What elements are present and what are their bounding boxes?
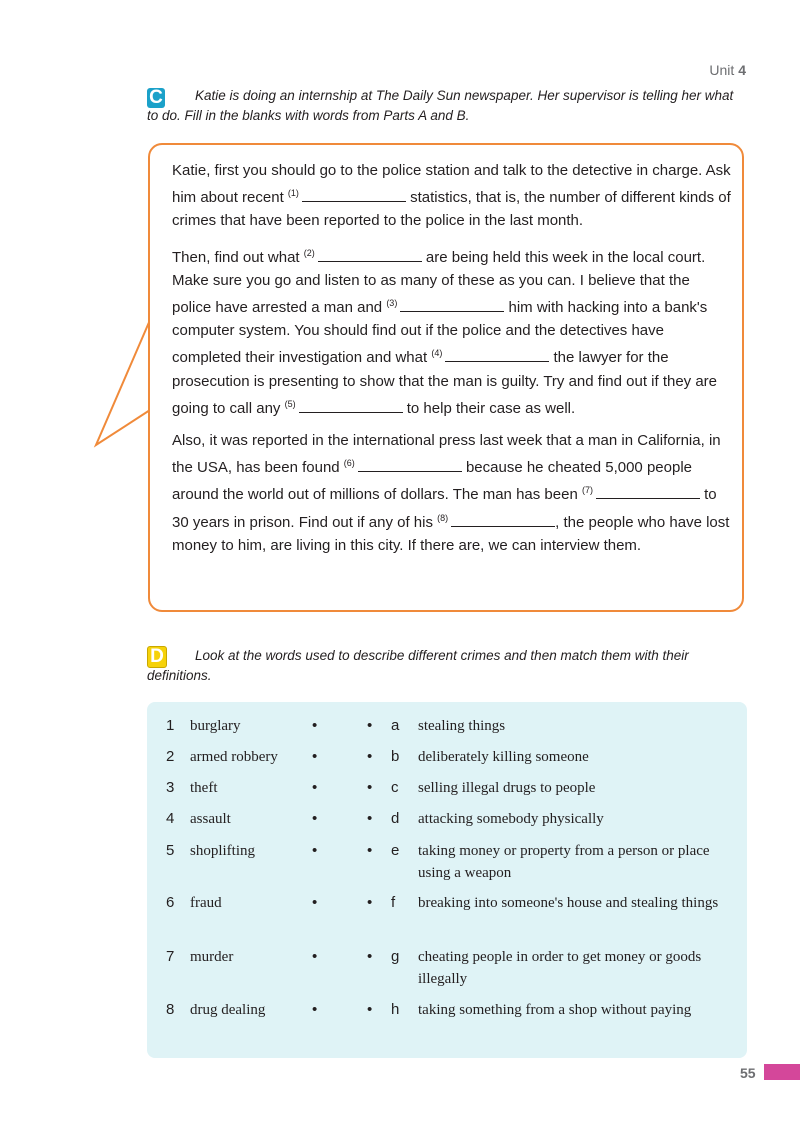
crime-definition: taking something from a shop without paying	[418, 1002, 692, 1018]
crime-definition: breaking into someone's house and stealing things	[418, 895, 719, 911]
crime-definition: stealing things	[418, 718, 506, 734]
paragraph-1: Katie, first you should go to the police station and talk to the detective in charge. Ask him about recent $^{(1)}$ statistics, that is, the number of different kinds of crimes that have been reported to the police in the last month.	[172, 162, 731, 230]
crime-word: assault	[190, 811, 231, 827]
blank-7[interactable]	[596, 484, 700, 499]
crime-definition: attacking somebody physically	[418, 811, 604, 827]
paragraph-2: Then, find out what $^{(2)}$ are being held this week in the local court. Make sure you go and listen to as many of these as you can. I believe that the police have arrested a man and $^{(3)}$ him with hacking into a bank's computer system. You should find out if the police and the detectives have completed their investigation and what $^{(4)}$ the lawyer for the prosecution is presenting to show that the man is guilty. Try and find out if they are going to call any $^{(5)}$ to help their case as well.	[172, 247, 718, 417]
crime-word: drug dealing	[190, 1002, 266, 1018]
match-dot-right[interactable]: •	[367, 748, 373, 765]
crime-definition: taking money or property from a person or place using a weapon	[418, 843, 710, 881]
match-dot-right[interactable]: •	[367, 717, 373, 734]
match-dot-right[interactable]: •	[367, 779, 373, 796]
unit-number: 4	[738, 62, 746, 78]
blank-6[interactable]	[358, 457, 462, 472]
match-dot-right[interactable]: •	[367, 1001, 373, 1018]
crime-definition: deliberately killing someone	[418, 749, 589, 765]
blank-3[interactable]	[400, 297, 504, 312]
section-c-badge: C	[147, 88, 165, 108]
match-dot-right[interactable]: •	[367, 810, 373, 827]
speech-bubble	[148, 143, 744, 612]
unit-label: Unit 4	[709, 62, 746, 78]
crime-word: fraud	[190, 895, 222, 911]
section-d-badge: D	[147, 646, 167, 668]
blank-8[interactable]	[451, 512, 555, 527]
match-dot-left[interactable]: •	[312, 894, 318, 911]
speech-bubble-tail	[90, 300, 152, 450]
match-dot-left[interactable]: •	[312, 779, 318, 796]
match-dot-left[interactable]: •	[312, 1001, 318, 1018]
match-dot-right[interactable]: •	[367, 894, 373, 911]
blank-2[interactable]	[318, 247, 422, 262]
match-dot-right[interactable]: •	[367, 948, 373, 965]
blank-1[interactable]	[302, 187, 406, 202]
crime-word: burglary	[190, 718, 241, 734]
paragraph-3: Also, it was reported in the international press last week that a man in California, in the USA, has been found $^{(6)}$ because he cheated 5,000 people around the world out of millions of dollars. The man has been $^{(7)}$ to 30 years in prison. Find out if any of his $^{(8)}$ , the people who have lost money to him, are living in this city. If there are, we can interview them.	[172, 432, 730, 554]
match-dot-left[interactable]: •	[312, 748, 318, 765]
crime-word: theft	[190, 780, 218, 796]
page-number-bar	[764, 1064, 800, 1080]
match-dot-left[interactable]: •	[312, 842, 318, 859]
match-dot-left[interactable]: •	[312, 810, 318, 827]
match-dot-right[interactable]: •	[367, 842, 373, 859]
speech-text	[172, 159, 732, 566]
crime-word: armed robbery	[190, 749, 278, 765]
crime-word: shoplifting	[190, 843, 256, 859]
crime-definition: cheating people in order to get money or goods illegally	[418, 949, 702, 987]
match-dot-left[interactable]: •	[312, 717, 318, 734]
matching-exercise: 1 burglary • • a stealing things 2 armed robbery • • b deliberately killing someone 3 theft • • c selling illegal drugs to people 4 assault • • d attacking somebody physically 5 shoplifting • • e taking money or property from a person or place using a weapon 6 fraud • • f breaking into someone's house and stealing things 7 murder • • g cheating people in order to get money or goods illegally 8 drug dealing • • h taking something from a shop without paying	[147, 702, 747, 1058]
section-c-instruction: C Katie is doing an internship at The Daily Sun newspaper. Her supervisor is telling her what to do. Fill in the blanks with words from Parts A and B.	[147, 87, 734, 123]
blank-4[interactable]	[445, 347, 549, 362]
section-d-instruction: D Look at the words used to describe different crimes and then match them with their definitions.	[147, 646, 689, 683]
crime-word: murder	[190, 949, 234, 965]
crime-definition: selling illegal drugs to people	[418, 780, 596, 796]
page-number: 55	[740, 1065, 756, 1081]
blank-5[interactable]	[299, 398, 403, 413]
match-dot-left[interactable]: •	[312, 948, 318, 965]
